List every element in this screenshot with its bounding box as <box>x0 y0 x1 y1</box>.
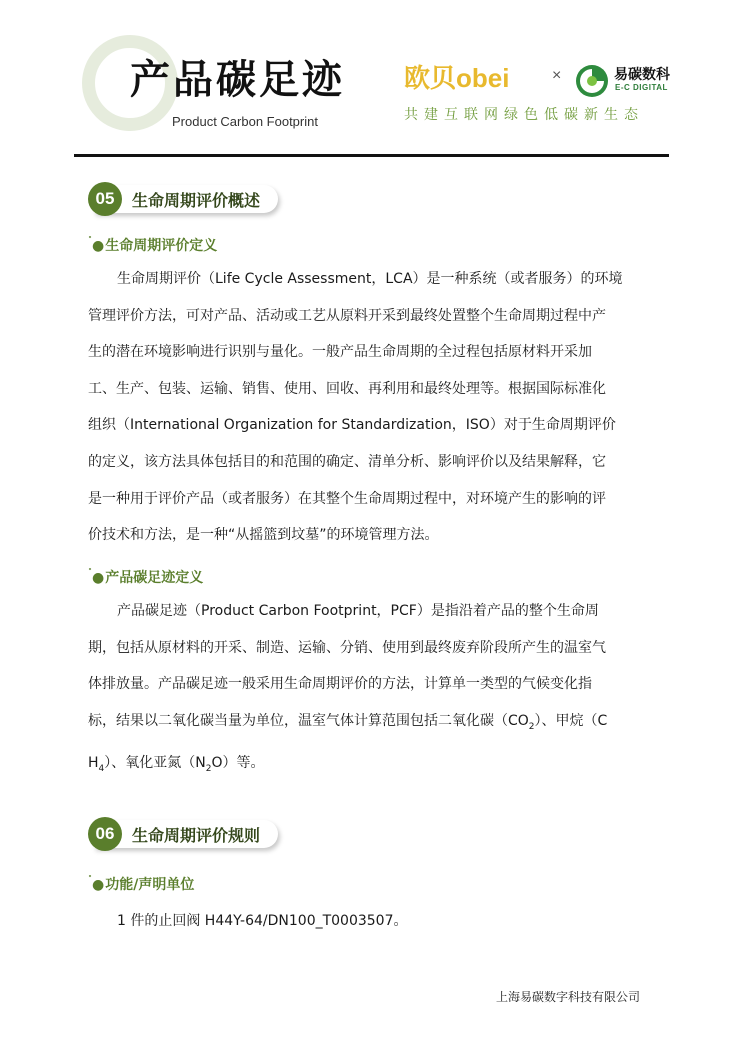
lca-definition-paragraph <box>88 261 654 554</box>
footer-company: 上海易碳数字科技有限公司 <box>496 990 641 1004</box>
page-title: 产品碳足迹 <box>130 57 345 103</box>
section-title: 生命周期评价规则 <box>132 826 261 845</box>
text-line: 价技术和方法，是一种“从摇篮到坟墓”的环境管理方法。 <box>88 527 439 544</box>
pcf-definition-paragraph <box>88 593 654 788</box>
text-line: 标，结果以二氧化碳当量为单位，温室气体计算范围包括二氧化碳$(CO_2)$、甲烷（C <box>88 712 608 732</box>
text-line: 管理评价方法，可对产品、活动或工艺从原料开采到最终处置整个生命周期过程中产 <box>88 307 606 324</box>
section-heading-06 <box>88 817 288 851</box>
section-number: 06 <box>88 817 122 851</box>
text-line: $H_4$）、氧化亚氮$(N_2O)$等。 <box>88 755 265 774</box>
subsection-heading-lca: ˚●生命周期评价定义 <box>88 236 218 254</box>
text-line: 是一种用于评价产品（或者服务）在其整个生命周期过程中，对环境产生的影响的评 <box>88 490 606 507</box>
header-rule <box>74 154 669 157</box>
subsection-heading-pcf: ˚●产品碳足迹定义 <box>88 568 204 586</box>
bullet-icon: ˚● <box>88 236 105 254</box>
obei-logo: 欧贝obei <box>404 63 510 93</box>
ec-digital-english: E-C DIGITAL <box>615 83 668 92</box>
logo-separator: × <box>552 67 562 84</box>
text-line: 产品碳足迹（Product Carbon Footprint，PCF）是指沿着产品的整个生命周 <box>117 603 599 619</box>
functional-unit-text: 1 件的止回阀 H44Y-64/DN100_T0003507。 <box>117 913 408 929</box>
slogan: 共建互联网绿色低碳新生态 <box>404 107 644 123</box>
section-heading-05 <box>88 182 288 216</box>
page-subtitle: Product Carbon Footprint <box>172 114 318 129</box>
bullet-icon: ˚● <box>88 875 105 893</box>
text-line: 生命周期评价（Life Cycle Assessment，LCA）是一种系统（或者服务）的环境 <box>117 271 623 287</box>
bullet-icon: ˚● <box>88 568 105 586</box>
ec-digital-name: 易碳数科 <box>614 67 670 83</box>
text-line: 生的潜在环境影响进行识别与量化。一般产品生命周期的全过程包括原材料开采加 <box>88 344 592 361</box>
page-header <box>0 0 743 160</box>
section-title: 生命周期评价概述 <box>132 191 261 210</box>
text-line: 体排放量。产品碳足迹一般采用生命周期评价的方法，计算单一类型的气候变化指 <box>88 676 592 693</box>
section-number: 05 <box>88 182 122 216</box>
text-line: 组织（International Organization for Standardization，ISO）对于生命周期评价 <box>88 417 616 434</box>
text-line: 的定义，该方法具体包括目的和范围的确定、清单分析、影响评价以及结果解释，它 <box>88 453 606 470</box>
ec-digital-logo-icon <box>574 63 610 99</box>
subsection-heading-functional-unit: ˚●功能/声明单位 <box>88 875 195 893</box>
text-line: 工、生产、包装、运输、销售、使用、回收、再利用和最终处理等。根据国际标准化 <box>88 380 606 397</box>
text-line: 期，包括从原材料的开采、制造、运输、分销、使用到最终废弃阶段所产生的温室气 <box>88 639 606 656</box>
